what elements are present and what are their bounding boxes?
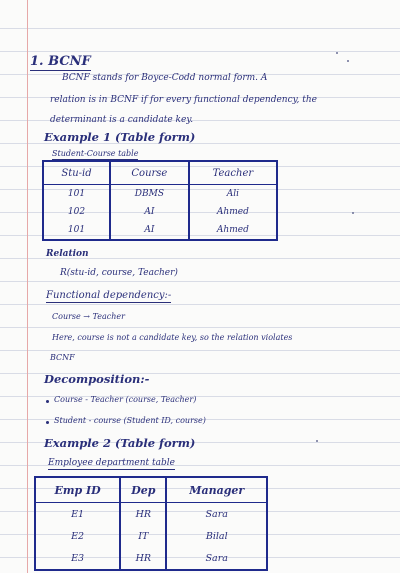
table-cell: E1 — [35, 503, 120, 526]
column-header: Stu-id — [43, 161, 110, 185]
example-1-title: Example 1 (Table form) — [44, 130, 196, 144]
column-header: Manager — [166, 477, 267, 503]
table-header-row — [35, 477, 267, 503]
table-cell: HR — [120, 547, 166, 570]
table-row — [43, 203, 277, 221]
table-cell: Sara — [166, 547, 267, 570]
employee-department-table — [34, 476, 268, 571]
definition-line-2: relation is in BCNF if for every functional dependency, the — [50, 95, 317, 105]
functional-dependency: Course → Teacher — [52, 312, 125, 321]
table-cell: 101 — [43, 221, 110, 240]
bullet-icon — [46, 421, 49, 424]
ink-speck — [336, 52, 338, 54]
column-header: Teacher — [189, 161, 277, 185]
table-cell: E2 — [35, 525, 120, 547]
decomposition-item: Course - Teacher (course, Teacher) — [54, 395, 197, 404]
definition-line-1: BCNF stands for Boyce-Codd normal form. A — [62, 73, 268, 83]
section-heading: 1. BCNF — [30, 54, 91, 69]
table-cell: Sara — [166, 503, 267, 526]
table-cell: HR — [120, 503, 166, 526]
example-2-table-name: Employee department table — [48, 458, 175, 468]
student-course-table — [42, 160, 278, 241]
table-cell: Ali — [189, 185, 277, 204]
relation-label: Relation — [46, 249, 89, 259]
table-cell: AI — [110, 203, 189, 221]
relation-schema: R(stu-id, course, Teacher) — [60, 268, 178, 278]
table-row — [43, 221, 277, 240]
column-header: Dep — [120, 477, 166, 503]
violation-note-line-1: Here, course is not a candidate key, so the relation violates — [52, 333, 293, 342]
definition-line-3: determinant is a candidate key. — [50, 115, 194, 125]
ink-speck — [347, 60, 349, 62]
table-cell: AI — [110, 221, 189, 240]
table-row — [35, 503, 267, 526]
ink-speck — [352, 212, 354, 214]
column-header: Course — [110, 161, 189, 185]
margin-line — [27, 0, 28, 573]
table-cell: E3 — [35, 547, 120, 570]
table-cell: Bilal — [166, 525, 267, 547]
example-1-table-name: Student-Course table — [52, 149, 139, 158]
decomposition-label: Decomposition:- — [44, 372, 150, 386]
table-row — [35, 525, 267, 547]
table-cell: Ahmed — [189, 203, 277, 221]
decomposition-item: Student - course (Student ID, course) — [54, 416, 206, 425]
table-row — [43, 185, 277, 204]
table-cell: DBMS — [110, 185, 189, 204]
ink-speck — [316, 440, 318, 442]
table-cell: IT — [120, 525, 166, 547]
table-row — [35, 547, 267, 570]
table-cell: Ahmed — [189, 221, 277, 240]
bullet-icon — [46, 400, 49, 403]
table-cell: 102 — [43, 203, 110, 221]
table-header-row — [43, 161, 277, 185]
functional-dependency-label: Functional dependency:- — [46, 290, 172, 301]
example-2-title: Example 2 (Table form) — [44, 436, 196, 450]
violation-note-line-2: BCNF — [50, 353, 75, 362]
table-cell: 101 — [43, 185, 110, 204]
column-header: Emp ID — [35, 477, 120, 503]
